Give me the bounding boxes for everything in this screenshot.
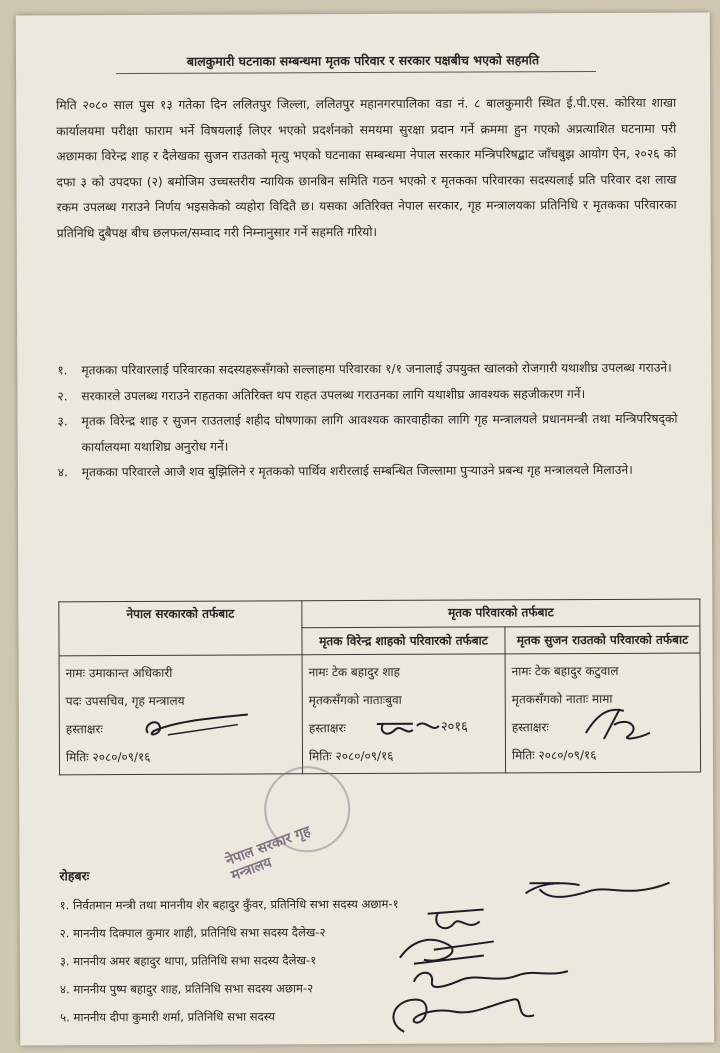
document-title: बालकुमारी घटनाका सम्बन्धमा मृतक परिवार र सरकार पक्षबीच भएको सहमति bbox=[186, 52, 540, 69]
family1-header: मृतक विरेन्द्र शाहको परिवारको तर्फबाट bbox=[302, 627, 505, 655]
family2-sign-row bbox=[512, 713, 694, 742]
family2-header: मृतक सुजन राउतको परिवारको तर्फबाट bbox=[505, 626, 700, 654]
agreement-point-3 bbox=[57, 407, 677, 461]
point-number: २. bbox=[57, 388, 68, 403]
witness-5-signature bbox=[384, 991, 554, 1040]
family1-sign-note: २०१६ bbox=[440, 719, 468, 735]
agreement-points bbox=[57, 356, 678, 487]
point-number: ३. bbox=[57, 414, 68, 429]
family1-sign-label: हस्ताक्षरः bbox=[308, 721, 346, 736]
family2-sign-label: हस्ताक्षरः bbox=[511, 720, 549, 735]
point-text: सरकारले उपलब्ध गराउने राहतका अतिरिक्त थप राहत उपलब्ध गराउनका लागि यथाशीघ्र आवश्यक सहजीकरण गर्ने। bbox=[81, 386, 586, 403]
family2-relation: मृतकसँगको नाताः मामा bbox=[511, 691, 613, 707]
document-page bbox=[16, 12, 714, 1045]
gov-header: नेपाल सरकारको तर्फबाट bbox=[59, 601, 302, 656]
family1-date: मितिः २०८०/०९/१६ bbox=[308, 748, 394, 764]
witness-item-1: १. निर्वतमान मन्त्री तथा माननीय शेर बहादुर कुँवर, प्रतिनिधि सभा सदस्य अछाम-१ bbox=[59, 896, 399, 913]
point-text: मृतक विरेन्द्र शाह र सुजन राउतलाई शहीद घोषणाका लागि आवश्यक कारवाहीका लागि गृह मन्त्रालयले प्रधानमन्त्री तथा मन्त्रिपरिषद्को कार्यालयमा यथाशिघ्र अनुरोध गर्ने। bbox=[81, 411, 678, 455]
point-text: मृतकका परिवारले आजै शव बुझिलिने र मृतकको पार्थिव शरीरलाई सम्बन्धित जिल्लामा पुऱ्याउने प्रबन्ध गृह मन्त्रालयले मिलाउने। bbox=[81, 463, 633, 480]
gov-name: नामः उमाकान्त अधिकारी bbox=[65, 665, 173, 681]
family1-relation: मृतकसँगको नाताःबुवा bbox=[308, 692, 402, 708]
family2-signatory bbox=[505, 653, 701, 773]
family1-signatory bbox=[302, 654, 506, 774]
gov-post: पदः उपसचिव, गृह मन्त्रालय bbox=[65, 693, 185, 709]
point-number: १. bbox=[57, 363, 68, 378]
witness-item-5: ५. माननीय दीपा कुमारी शर्मा, प्रतिनिधि सभा सदस्य bbox=[60, 1009, 276, 1025]
witness-item-4: ४. माननीय पुष्प बहादुर शाह, प्रतिनिधि सभा सदस्य अछाम-२ bbox=[59, 981, 314, 997]
gov-signatory bbox=[59, 655, 303, 775]
gov-sign-row bbox=[66, 714, 296, 743]
witness-item-2: २. माननीय दिक्पाल कुमार शाही, प्रतिनिधि सभा सदस्य दैलेख-२ bbox=[59, 925, 326, 941]
point-number: ४. bbox=[57, 465, 69, 480]
family2-date: मितिः २०८०/०९/१६ bbox=[511, 747, 597, 763]
witness-1-signature bbox=[519, 871, 689, 908]
signature-table bbox=[58, 599, 701, 776]
agreement-point-1 bbox=[57, 356, 677, 384]
seal-text: नेपाल सरकार गृह मन्त्रालय bbox=[223, 823, 313, 885]
witness-item-3: ३. माननीय अमर बहादुर थापा, प्रतिनिधि सभा सदस्य दैलेख-१ bbox=[59, 953, 317, 969]
intro-paragraph: मिति २०८० साल पुस १३ गतेका दिन ललितपुर जिल्ला, ललितपुर महानगरपालिका वडा नं. ८ बालकुमारी स्थित ई.पी.एस. कोरिया शाखा कार्यालयमा परीक्षा फाराम भर्ने विषयलाई लिएर भएको प्रदर्शनको समयमा सुरक्षा प्रदान गर्ने क्रममा हुन गएको अप्रत्याशित घटनामा परी अछामका विरेन्द्र शाह र दैलेखका सुजन राउतको मृत्यु भएको घटनाका सम्बन्धमा नेपाल सरकार मन्त्रिपरिषद्बाट जाँचबुझ आयोग ऐन, २०२६ को दफा ३ को उपदफा (२) बमोजिम उच्चस्तरीय न्यायिक छानबिन समिति गठन भएको र मृतकका परिवारका सदस्यलाई प्रति परिवार दश लाख रकम उपलब्ध गराउने निर्णय भइसकेको व्यहोरा विदितै छ। यसका अतिरिक्त नेपाल सरकार, गृह मन्त्रालयका प्रतिनिधि र मृतकका परिवारका प्रतिनिधि दुबैपक्ष बीच छलफल/सम्वाद गरी निम्नानुसार गर्ने सहमति गरियो। bbox=[56, 95, 677, 241]
gov-date: मितिः २०८०/०९/१६ bbox=[65, 749, 151, 765]
gov-sign-label: हस्ताक्षरः bbox=[65, 722, 103, 737]
family-header: मृतक परिवारको तर्फबाट bbox=[302, 599, 700, 628]
point-text: मृतकका परिवारलाई परिवारका सदस्यहरूसँगको सल्लाहमा परिवारका १/१ जनालाई उपयुक्त खालको रोजगारी यथाशीघ्र उपलब्ध गराउने। bbox=[81, 360, 672, 378]
gov-signature-mark bbox=[138, 710, 258, 745]
agreement-point-4 bbox=[58, 458, 678, 486]
title-underline bbox=[116, 71, 596, 74]
family1-name: नामः टेक बहादुर शाह bbox=[308, 664, 400, 680]
agreement-point-2 bbox=[57, 381, 677, 409]
witness-heading: रोहबरः bbox=[59, 868, 90, 884]
family1-sign-row bbox=[309, 713, 499, 742]
family2-signature-mark bbox=[580, 703, 670, 743]
family1-signature-mark bbox=[373, 716, 443, 742]
family2-name: नामः टेक बहादुर कटुवाल bbox=[511, 663, 619, 679]
